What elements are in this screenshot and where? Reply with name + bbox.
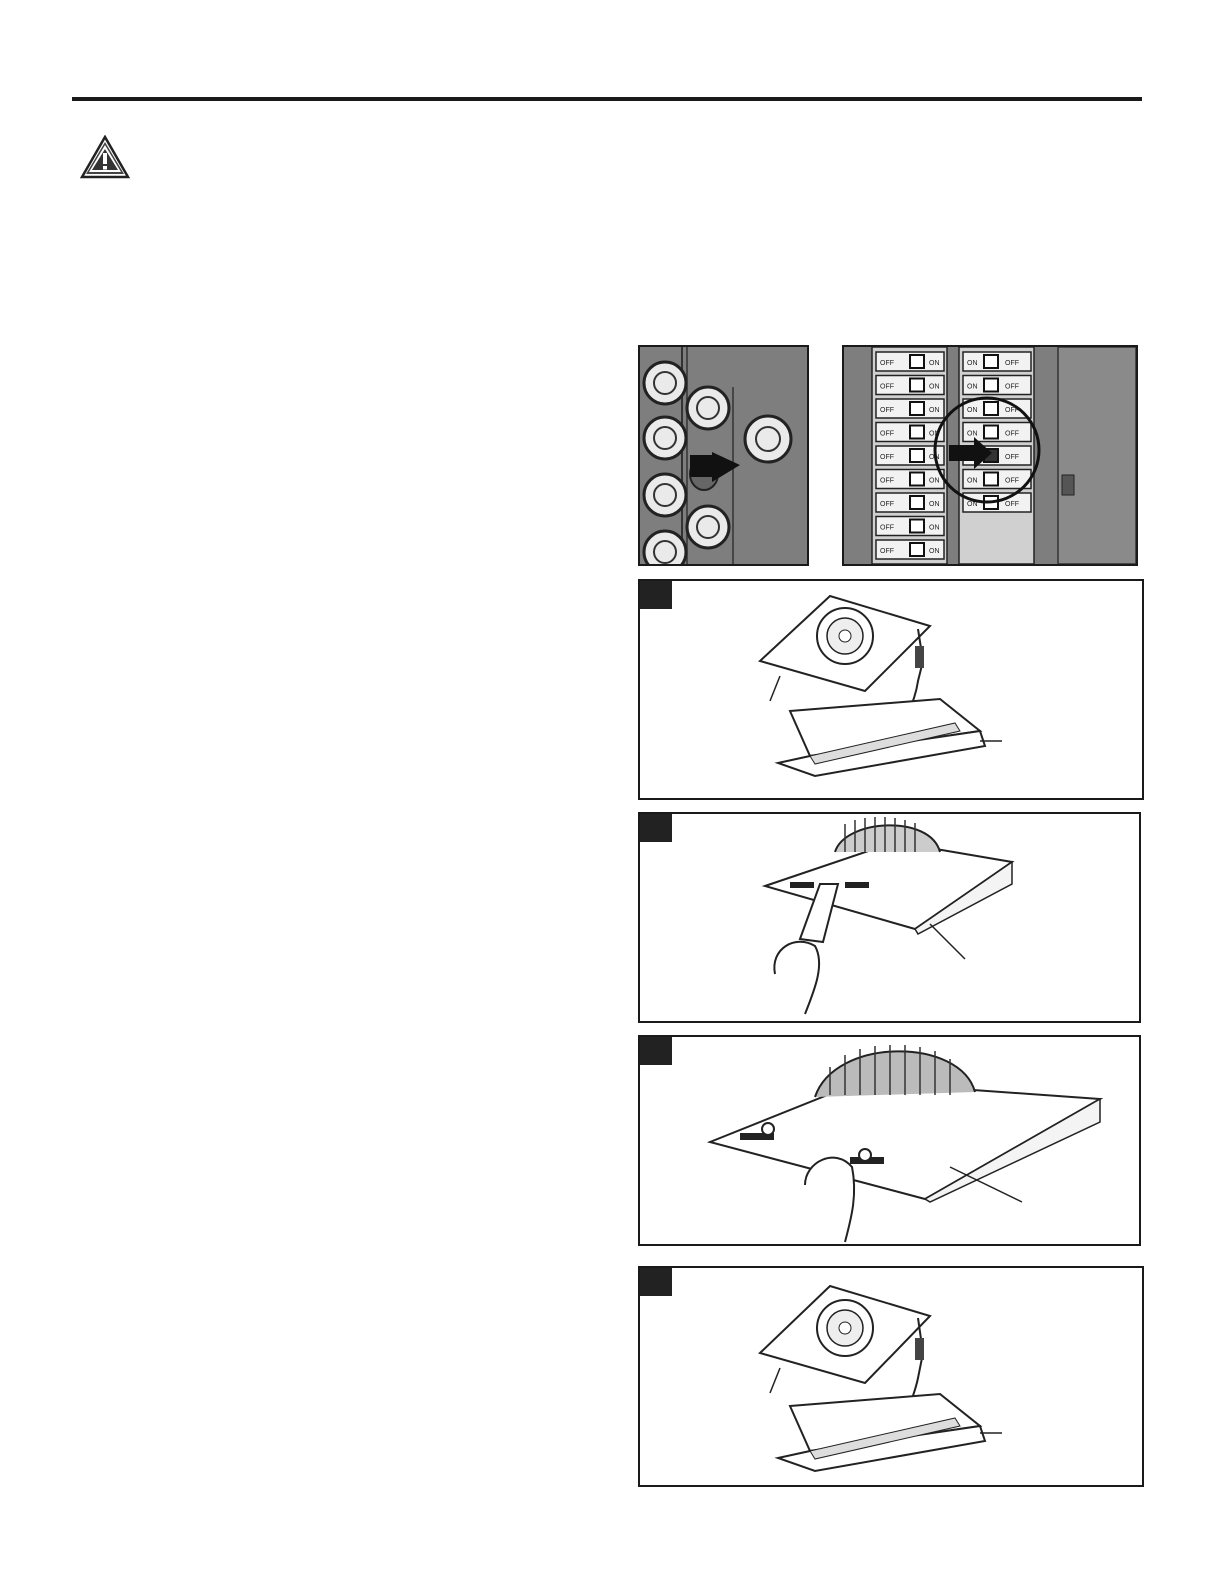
breaker-on-label: ON <box>967 383 978 391</box>
breaker-off-label: OFF <box>880 501 894 508</box>
breaker-off-label: OFF <box>880 548 894 555</box>
breaker-off-label: OFF <box>880 407 894 414</box>
breaker-on-label: ON <box>929 360 940 367</box>
breaker-handle <box>910 379 924 392</box>
breaker-off-label: OFF <box>1005 430 1019 438</box>
breaker-panel-figure <box>842 345 1138 566</box>
breaker-handle <box>984 402 998 415</box>
header-rule <box>72 97 1142 101</box>
step-badge <box>640 1037 672 1065</box>
breaker-handle <box>910 355 924 368</box>
breaker-on-label: ON <box>967 477 978 485</box>
step-3-figure <box>638 1035 1141 1246</box>
breaker-on-label: ON <box>929 548 940 555</box>
breaker-off-label: OFF <box>880 430 894 438</box>
breaker-handle <box>984 379 998 392</box>
breaker-on-label: ON <box>929 477 940 485</box>
breaker-on-label: ON <box>929 407 940 414</box>
breaker-handle <box>910 449 924 462</box>
step-badge <box>640 1268 672 1296</box>
breaker-on-label: ON <box>929 383 940 391</box>
fuse-box-figure <box>638 345 809 566</box>
breaker-on-label: ON <box>929 524 940 532</box>
breaker-handle <box>984 473 998 486</box>
breaker-on-label: ON <box>967 501 978 508</box>
breaker-handle <box>910 402 924 415</box>
breaker-off-label: OFF <box>1005 501 1019 508</box>
breaker-handle <box>910 426 924 439</box>
breaker-handle <box>910 473 924 486</box>
breaker-off-label: OFF <box>880 454 894 461</box>
breaker-off-label: OFF <box>880 360 894 367</box>
warning-triangle-icon <box>80 135 130 179</box>
breaker-handle <box>910 520 924 533</box>
step-4-figure <box>638 1266 1144 1487</box>
breaker-off-label: OFF <box>880 383 894 391</box>
breaker-handle <box>910 496 924 509</box>
step-1-figure <box>638 579 1144 800</box>
breaker-off-label: OFF <box>1005 407 1019 414</box>
breaker-on-label: ON <box>929 501 940 508</box>
breaker-on-label: ON <box>967 430 978 438</box>
breaker-handle <box>984 355 998 368</box>
step-badge <box>640 581 672 609</box>
breaker-on-label: ON <box>929 430 940 438</box>
breaker-off-label: OFF <box>1005 360 1019 367</box>
breaker-handle <box>910 543 924 556</box>
breaker-off-label: OFF <box>880 477 894 485</box>
breaker-handle <box>984 426 998 439</box>
step-badge <box>640 814 672 842</box>
breaker-off-label: OFF <box>1005 383 1019 391</box>
breaker-off-label: OFF <box>1005 477 1019 485</box>
breaker-off-label: OFF <box>1005 454 1019 461</box>
breaker-on-label: ON <box>929 454 940 461</box>
step-2-figure <box>638 812 1141 1023</box>
breaker-on-label: ON <box>967 407 978 414</box>
breaker-on-label: ON <box>967 360 978 367</box>
breaker-off-label: OFF <box>880 524 894 532</box>
